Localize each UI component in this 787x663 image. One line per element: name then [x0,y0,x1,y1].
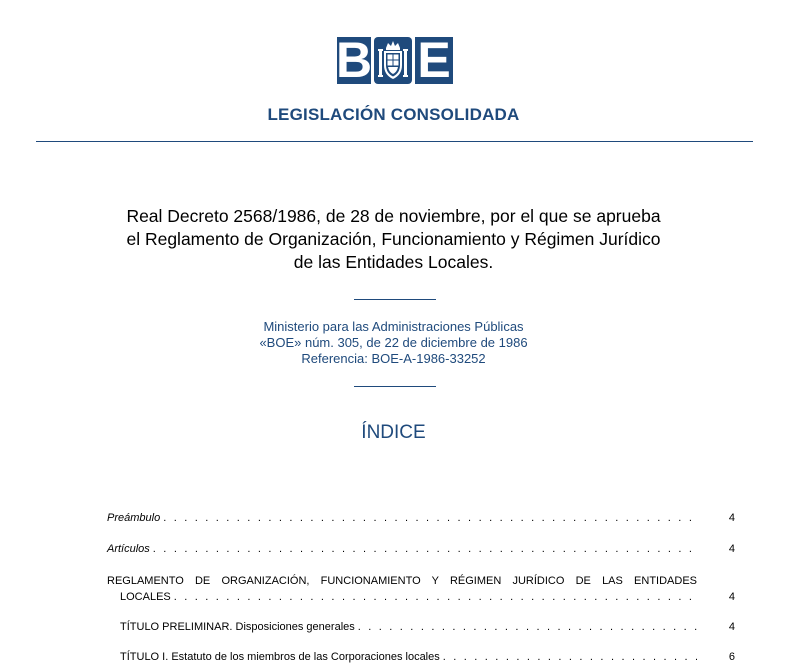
toc-entry-preambulo[interactable] [107,510,735,526]
toc-page-number: 4 [728,591,735,603]
toc-entry-label-line2: LOCALES [120,591,171,603]
boe-reference: Referencia: BOE-A-1986-33252 [301,351,486,366]
toc-page-number: 4 [728,543,735,555]
toc-page-number: 6 [728,651,735,663]
ministry-name: Ministerio para las Administraciones Públicas [263,319,524,334]
document-title-line: de las Entidades Locales. [293,252,494,272]
toc-entry-titulo-preliminar[interactable] [107,619,735,635]
toc-leader-dots [174,589,697,605]
index-title: ÍNDICE [361,422,426,443]
document-metadata [0,319,787,367]
toc-entry-articulos[interactable] [107,541,735,557]
toc-leader-dots [163,510,697,526]
toc-entry-reglamento[interactable] [107,573,735,605]
toc-entry-label: TÍTULO PRELIMINAR. Disposiciones generales [120,621,355,633]
boe-issue: «BOE» núm. 305, de 22 de diciembre de 1986 [259,335,528,350]
toc-page-number: 4 [728,621,735,633]
toc-leader-dots [153,541,697,557]
logo-letter-b: B [335,32,373,88]
toc-entry-titulo-i[interactable] [107,649,735,663]
toc-leader-dots [358,619,697,635]
section-header-title: LEGISLACIÓN CONSOLIDADA [267,105,520,124]
short-divider [354,299,436,300]
toc-entry-label: Artículos [107,543,150,555]
toc-entry-label: Preámbulo [107,512,161,524]
toc-entry-label: TÍTULO I. Estatuto de los miembros de las Corporaciones locales [120,651,440,663]
header-divider [36,141,753,142]
toc-page-number: 4 [728,512,735,524]
logo-letter-e: E [415,37,453,84]
document-title-line: el Reglamento de Organización, Funcionamiento y Régimen Jurídico [126,229,661,249]
toc-entry-label-line1: REGLAMENTO DE ORGANIZACIÓN, FUNCIONAMIENTO Y RÉGIMEN JURÍDICO DE LAS ENTIDADES [107,575,697,587]
document-title [110,205,677,274]
toc-leader-dots [443,649,697,663]
coat-of-arms-icon [374,37,412,84]
short-divider [354,386,436,387]
boe-logo [335,32,453,88]
document-title-line: Real Decreto 2568/1986, de 28 de noviembre, por el que se aprueba [126,206,661,226]
